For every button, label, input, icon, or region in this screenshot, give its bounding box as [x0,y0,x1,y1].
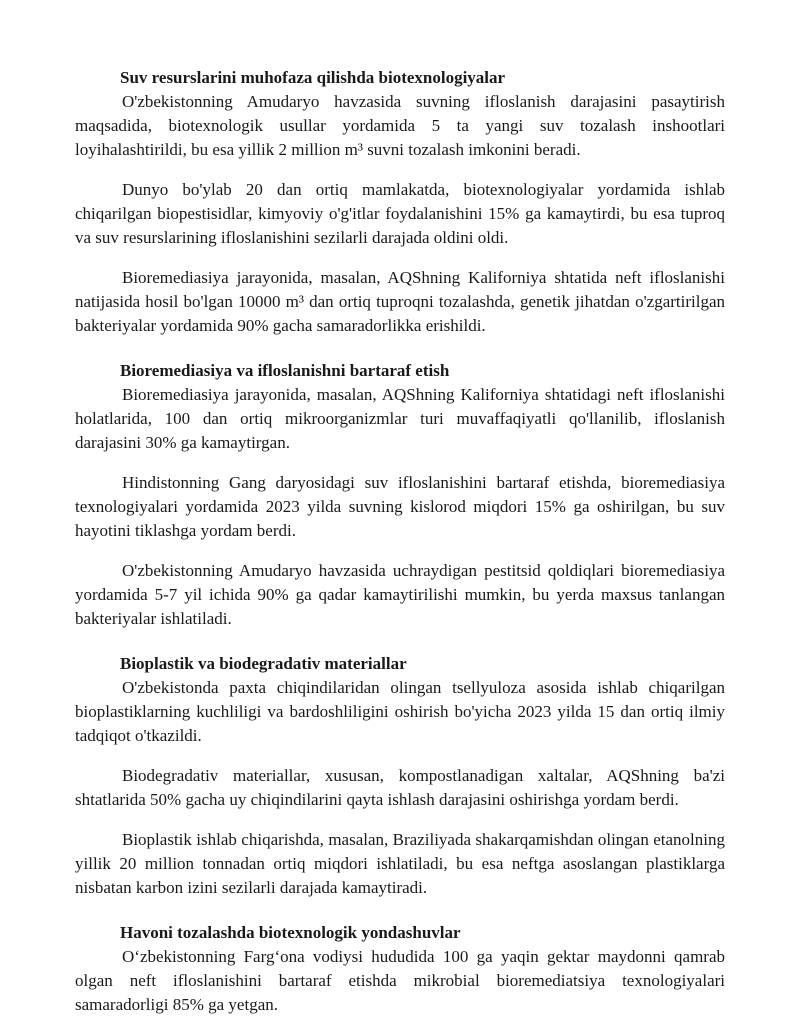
section-heading: Havoni tozalashda biotexnologik yondashuvlar [120,923,461,942]
paragraph: O'zbekistonda paxta chiqindilaridan olingan tsellyuloza asosida ishlab chiqarilgan bioplastiklarning kuchliligi va bardoshliligini oshirish bo'yicha 2023 yilda 15 dan ortiq ilmiy tadqiqot o'tkazildi. [75,678,725,745]
section-heading: Bioplastik va biodegradativ materiallar [120,654,407,673]
section-heading: Bioremediasiya va ifloslanishni bartaraf etish [120,361,450,380]
paragraph: Dunyo bo'ylab 20 dan ortiq mamlakatda, biotexnologiyalar yordamida ishlab chiqarilgan biopestisidlar, kimyoviy o'g'itlar foydalanishini 15% ga kamaytirdi, bu esa tuproq va suv resurslarining ifloslanishini sezilarli darajada oldini oldi. [75,180,725,247]
paragraph: O‘zbekistonning Farg‘ona vodiysi hududida 100 ga yaqin gektar maydonni qamrab olgan neft ifloslanishini bartaraf etishda mikrobial bioremediatsiya texnologiyalari samaradorligi 85% ga yetgan. [75,947,725,1014]
paragraph: Bioplastik ishlab chiqarishda, masalan, Braziliyada shakarqamishdan olingan etanolning yillik 20 million tonnadan ortiq miqdori ishlatiladi, bu esa neftga asoslangan plastiklarga nisbatan karbon izini sezilarli darajada kamaytiradi. [75,830,725,897]
paragraph: O'zbekistonning Amudaryo havzasida suvning ifloslanish darajasini pasaytirish maqsadida, biotexnologik usullar yordamida 5 ta yangi suv tozalash inshootlari loyihalashtirildi, bu esa yillik 2 million m³ suvni tozalash imkonini beradi. [75,92,725,159]
section-heading: Suv resurslarini muhofaza qilishda biotexnologiyalar [120,68,506,87]
paragraph: Bioremediasiya jarayonida, masalan, AQShning Kaliforniya shtatidagi neft ifloslanishi holatlarida, 100 dan ortiq mikroorganizmlar turi muvaffaqiyatli qo'llanilib, ifloslanish darajasini 30% ga kamaytirgan. [75,385,725,452]
paragraph: O'zbekistonning Amudaryo havzasida uchraydigan pestitsid qoldiqlari bioremediasiya yordamida 5-7 yil ichida 90% ga qadar kamaytirilishi mumkin, bu yerda maxsus tanlangan bakteriyalar ishlatiladi. [75,561,725,628]
paragraph: Bioremediasiya jarayonida, masalan, AQShning Kaliforniya shtatida neft ifloslanishi natijasida hosil bo'lgan 10000 m³ dan ortiq tuproqni tozalashda, genetik jihatdan o'zgartirilgan bakteriyalar yordamida 90% gacha samaradorlikka erishildi. [75,268,725,335]
paragraph: Hindistonning Gang daryosidagi suv ifloslanishini bartaraf etishda, bioremediasiya texnologiyalari yordamida 2023 yilda suvning kislorod miqdori 15% ga oshirilgan, bu suv hayotini tiklashga yordam berdi. [75,473,725,540]
paragraph: Biodegradativ materiallar, xususan, kompostlanadigan xaltalar, AQShning ba'zi shtatlarida 50% gacha uy chiqindilarini qayta ishlash darajasini oshirishga yordam berdi. [75,766,725,809]
